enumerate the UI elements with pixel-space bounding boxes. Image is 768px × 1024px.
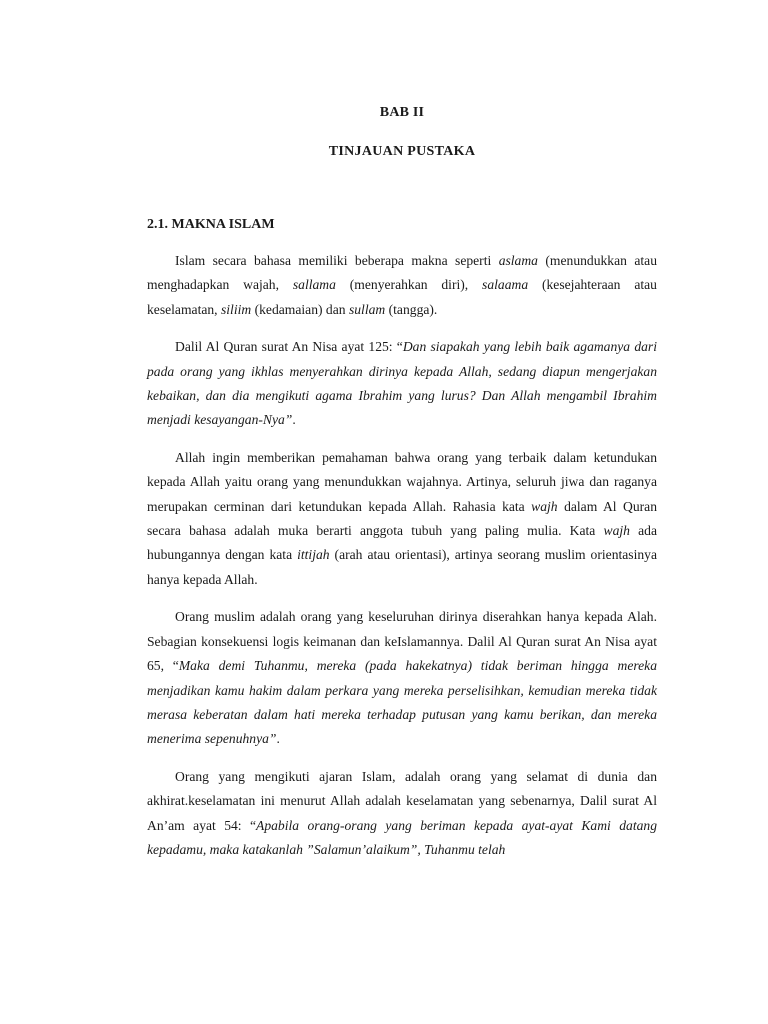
arabic-term: salaama [482,277,529,293]
arabic-term: sullam [348,301,386,317]
paragraph-an-nisa-125 [147,335,657,433]
text-run: dalam Al Quran secara bahasa adalah muka berarti anggota tubuh yang paling mulia. Kata [147,498,657,539]
chapter-label: BAB II [379,105,425,120]
paragraph-an-nisa-65 [147,605,657,751]
text-run: Islam secara bahasa memiliki beberapa makna seperti [175,253,499,268]
arabic-term: sallama [292,277,336,293]
text-run: Dalil Al Quran surat An Nisa ayat 125: “ [175,339,403,355]
text-run: . [292,412,296,428]
section-heading: 2.1. MAKNA ISLAM [147,217,275,232]
text-run: Orang muslim adalah orang yang keseluruhan dirinya diserahkan hanya kepada Alah. Sebagian konsekuensi logis keimanan dan keIslamannya. Dalil Al Quran surat An Nisa ayat 65, “ [147,609,657,674]
quran-quote: Dan siapakah yang lebih baik agamanya dari pada orang yang ikhlas menyerahkan dirinya kepada Allah, sedang diapun mengerjakan kebaikan, dan dia mengikuti agama Ibrahim yang lurus? Dan Allah mengambil Ibrahim menjadi kesayangan-Nya” [147,339,657,428]
quran-quote: Maka demi Tuhanmu, mereka (pada hakekatnya) tidak beriman hingga mereka menjadikan kamu hakim dalam perkara yang mereka perselisihkan, kemudian mereka tidak merasa keberatan dalam hati mereka terhadap putusan yang kamu berikan, dan mereka menerima sepenuhnya” [147,658,657,747]
text-run: ada hubungannya dengan kata [147,523,657,563]
text-run: (arah atau orientasi), artinya seorang muslim orientasinya hanya kepada Allah. [147,547,657,587]
text-run: Orang yang mengikuti ajaran Islam, adalah orang yang selamat di dunia dan akhirat.keselamatan ini menurut Allah adalah keselamatan yang sebenarnya, Dalil surat Al An’am ayat 54: “ [147,768,657,833]
text-run: (kesejahteraan atau keselamatan, [147,277,657,317]
text-run: (menundukkan atau menghadapkan wajah, [147,253,657,293]
arabic-term: ittijah [297,547,330,563]
text-run: (tangga). [385,301,438,317]
text-run: (kedamaian) dan [251,301,349,317]
arabic-term: aslama [498,253,538,268]
text-run: . [276,731,280,747]
paragraph-wajh [147,446,657,592]
arabic-term: wajh [531,498,558,514]
text-run: (menyerahkan diri), [335,277,483,293]
quran-quote: Apabila orang-orang yang beriman kepada ayat-ayat Kami datang kepadamu, maka katakanlah ”Salamun’alaikum”, Tuhanmu telah [147,817,657,857]
paragraph-islam-meaning [147,249,657,322]
arabic-term: wajh [603,523,630,539]
text-run: Allah ingin memberikan pemahaman bahwa orang yang terbaik dalam ketundukan kepada Allah yaitu orang yang menundukkan wajahnya. Artinya, seluruh jiwa dan raganya merupakan cerminan dari ketundukan kepada Allah. Rahasia kata [147,449,657,514]
paragraph-al-anam-54 [147,765,657,863]
chapter-title: TINJAUAN PUSTAKA [328,144,476,159]
arabic-term: siliim [220,301,252,317]
